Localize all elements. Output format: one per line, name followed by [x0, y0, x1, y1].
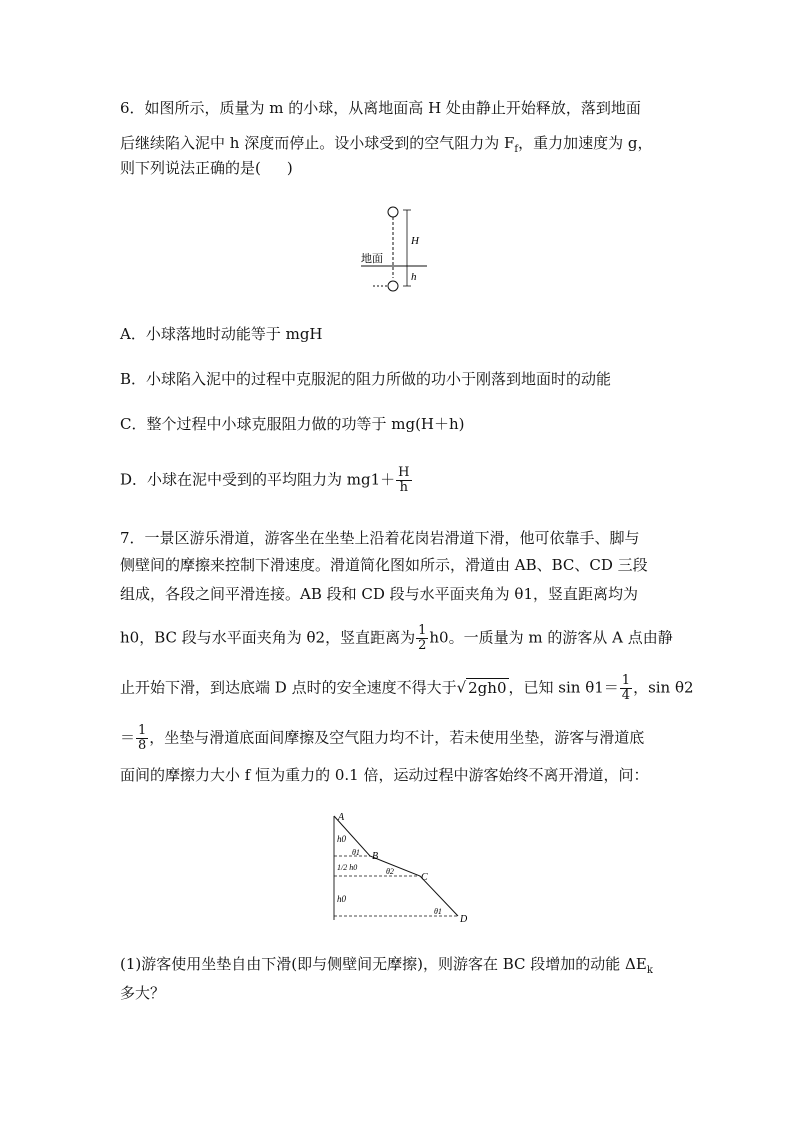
label-half-h0: 1/2 h0 [337, 863, 358, 872]
q7-line-6-a: ＝ [120, 728, 136, 747]
q6-figure [355, 200, 435, 300]
q6-option-b: B．小球陷入泥中的过程中克服泥的阻力所做的功小于刚落到地面时的动能 [120, 370, 612, 388]
q6-option-d-num: H [398, 465, 410, 480]
q7-line-1: 7．一景区游乐滑道，游客坐在坐垫上沿着花岗岩滑道下滑，他可依靠手、脚与 [120, 529, 640, 547]
q7-line-5-fraction [620, 674, 632, 703]
q7-line-6-b: ，坐垫与滑道底面间摩擦及空气阻力均不计，若未使用坐垫，游客与滑道底 [149, 728, 645, 747]
q7-line-6-den: 8 [138, 738, 147, 753]
q7-sub1-line-1 [120, 954, 653, 981]
q7-line-5-c: ，sin θ2 [633, 678, 694, 697]
q7-line-5: 止开始下滑，到达底端 D 点时的安全速度不得大于√ 2gh0 ，已知 sin θ1＝ $\frac{1}{4}$ ，sin θ2 [120, 673, 694, 703]
q6-option-d [120, 466, 413, 495]
q6-option-a: A．小球落地时动能等于 mgH [120, 325, 323, 343]
label-D: D [460, 914, 468, 925]
label-h0-bottom: h0 [337, 894, 346, 904]
q7-slide-figure [326, 810, 476, 928]
ball-top [388, 207, 398, 217]
q6-line-2 [120, 133, 652, 160]
q6-option-d-fraction [396, 466, 411, 495]
q7-line-5-sqrt: 2gh0 [468, 678, 507, 697]
label-h0-top: h0 [337, 834, 346, 844]
q7-line-6-num: 1 [138, 723, 147, 738]
q7-line-4 [120, 624, 673, 653]
q7-line-5-den: 4 [621, 688, 631, 703]
q7-line-7: 面间的摩擦力大小 f 恒为重力的 0.1 倍，运动过程中游客始终不离开滑道，问： [120, 766, 649, 784]
q7-line-4-fraction [416, 624, 428, 653]
q7-sub1-line-2: 多大？ [120, 984, 166, 1002]
q6-line-2-end: ，重力加速度为 g， [518, 134, 653, 152]
q7-line-5-b: ，已知 sin θ1＝ [508, 678, 619, 697]
q6-option-d-den: h [399, 480, 409, 495]
q7-sub1-text: (1)游客使用坐垫自由下滑(即与侧壁间无摩擦)，则游客在 BC 段增加的动能 ΔE [120, 955, 647, 973]
q7-line-4-den: 2 [418, 638, 427, 653]
q6-line-1: 6．如图所示，质量为 m 的小球，从离地面高 H 处由静止开始释放，落到地面 [120, 99, 641, 117]
q7-line-5-num: 1 [621, 673, 631, 688]
label-A: A [338, 812, 345, 823]
q7-line-4-b: h0。一质量为 m 的游客从 A 点由静 [429, 628, 673, 647]
q7-line-5-a: 止开始下滑，到达底端 D 点时的安全速度不得大于 [120, 678, 457, 697]
q6-figure-H: H [411, 235, 419, 247]
q7-line-6-fraction [136, 724, 148, 753]
label-theta1-top: θ1 [352, 848, 360, 857]
label-B: B [372, 851, 379, 862]
q7-line-4-a: h0，BC 段与水平面夹角为 θ2，竖直距离为 [120, 628, 416, 647]
q7-line-2: 侧壁间的摩擦来控制下滑速度。滑道简化图如所示，滑道由 AB、BC、CD 三段 [120, 556, 648, 574]
label-theta2: θ2 [386, 867, 394, 876]
label-C: C [421, 872, 428, 883]
q6-line-3 [120, 158, 293, 178]
q6-option-c: C．整个过程中小球克服阻力做的功等于 mg(H＋h) [120, 415, 465, 433]
q6-line-3-text: 则下列说法正确的是( [120, 159, 261, 177]
q6-figure-h: h [411, 271, 417, 283]
q6-line-2-sub: f [514, 144, 519, 155]
q7-line-6 [120, 724, 644, 753]
label-theta1-bottom: θ1 [434, 907, 442, 916]
q6-line-2-text: 后继续陷入泥中 h 深度而停止。设小球受到的空气阻力为 F [120, 134, 515, 152]
q6-option-d-text: D．小球在泥中受到的平均阻力为 mg1＋ [120, 470, 396, 489]
q6-line-3-end: ) [286, 159, 293, 177]
q6-figure-ground-label: 地面 [361, 253, 383, 265]
q7-line-3: 组成，各段之间平滑连接。AB 段和 CD 段与水平面夹角为 θ1，竖直距离均为 [120, 585, 639, 603]
q7-line-4-num: 1 [418, 623, 427, 638]
ball-bottom [388, 281, 398, 291]
q7-sub1-sub: k [646, 965, 653, 976]
